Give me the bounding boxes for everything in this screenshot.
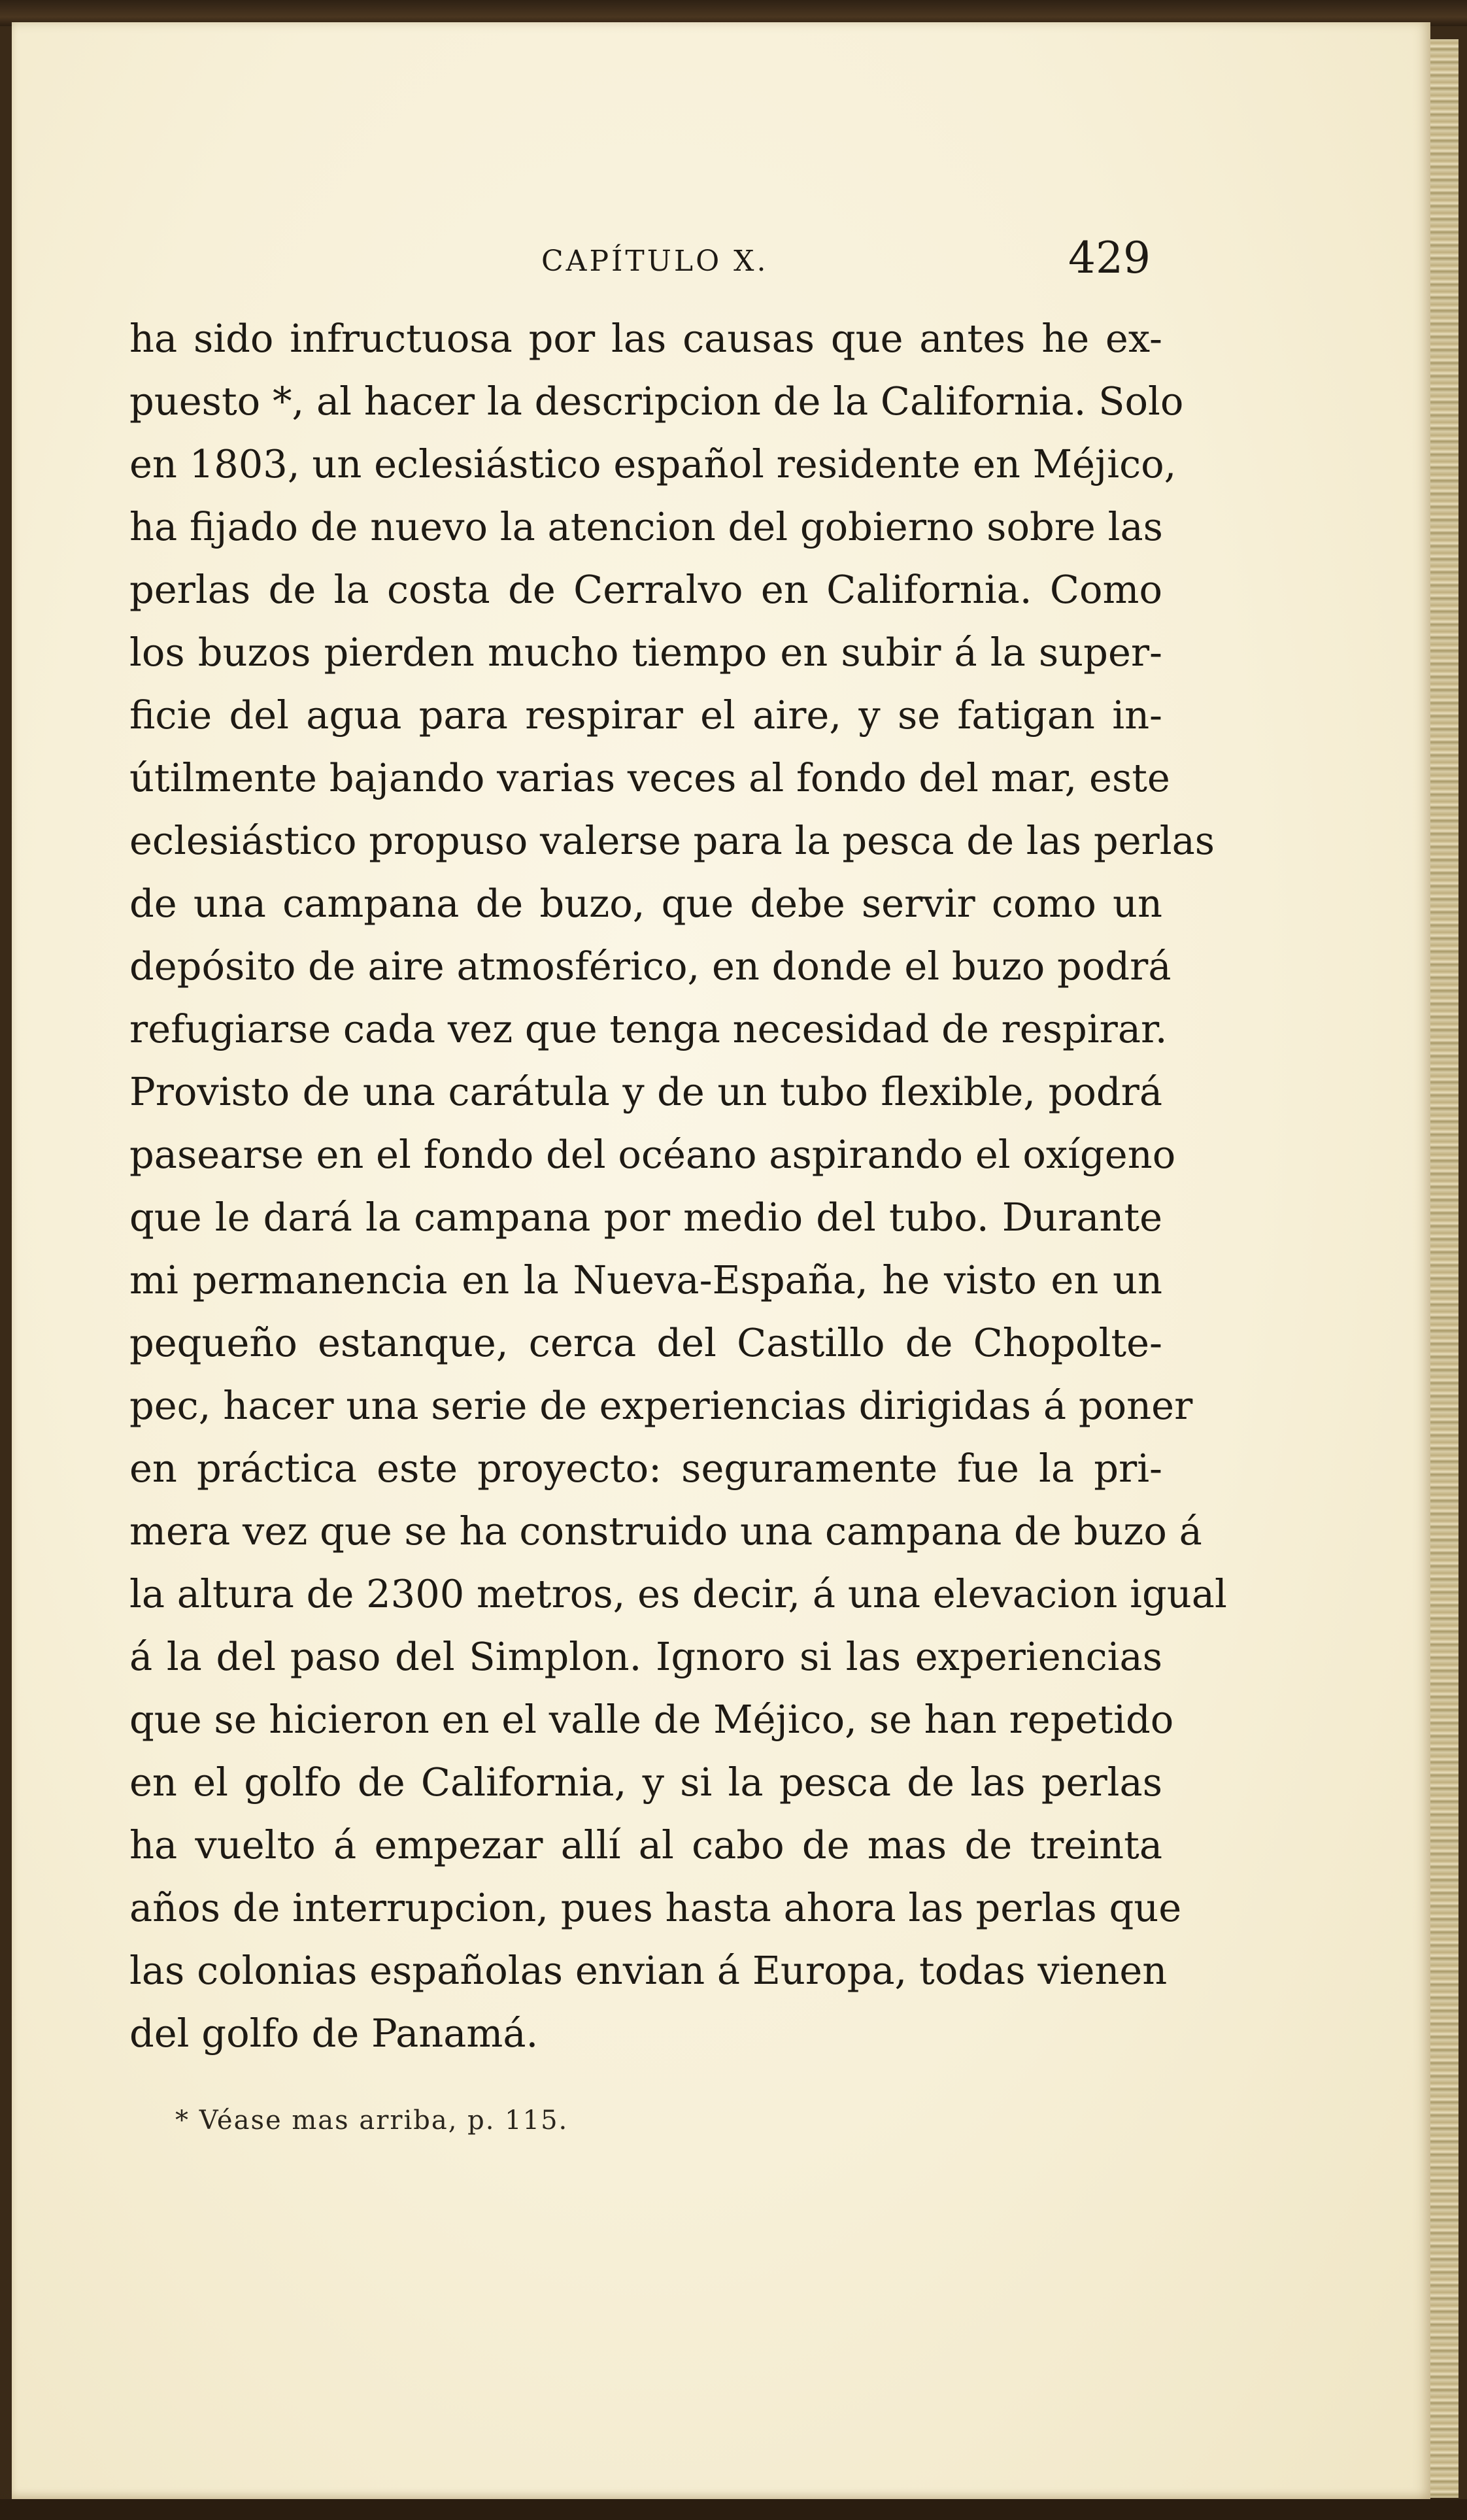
text-line: que le dará la campana por medio del tubo. Durante: [129, 1195, 1162, 1240]
text-line: pasearse en el fondo del océano aspirando el oxígeno: [129, 1132, 1176, 1177]
text-line: Provisto de una carátula y de un tubo flexible, podrá: [129, 1069, 1162, 1114]
text-line: los buzos pierden mucho tiempo en subir á la super-: [129, 630, 1162, 675]
text-line: eclesiástico propuso valerse para la pesca de las perlas: [129, 818, 1215, 863]
text-line: que se hicieron en el valle de Méjico, se han repetido: [129, 1697, 1174, 1742]
text-line: en 1803, un eclesiástico español residente en Méjico,: [129, 441, 1177, 486]
text-line-last: del golfo de Panamá.: [129, 2011, 539, 2056]
text-line: las colonias españolas envian á Europa, todas vienen: [129, 1948, 1168, 1993]
text-line: años de interrupcion, pues hasta ahora las perlas que: [129, 1885, 1182, 1930]
text-line: refugiarse cada vez que tenga necesidad de respirar.: [129, 1006, 1168, 1051]
text-line: pec, hacer una serie de experiencias dirigidas á poner: [129, 1383, 1193, 1428]
text-line: ficie del agua para respirar el aire, y se fatigan in-: [129, 692, 1162, 738]
text-line: perlas de la costa de Cerralvo en California. Como: [129, 567, 1162, 612]
text-line: puesto *, al hacer la descripcion de la California. Solo: [129, 379, 1184, 424]
text-line: en práctica este proyecto: seguramente fue la pri-: [129, 1446, 1162, 1491]
text-line: ha vuelto á empezar allí al cabo de mas de treinta: [129, 1822, 1162, 1867]
text-line: mi permanencia en la Nueva-España, he visto en un: [129, 1257, 1162, 1303]
text-line: la altura de 2300 metros, es decir, á una elevacion igual: [129, 1571, 1227, 1616]
text-line: útilmente bajando varias veces al fondo del mar, este: [129, 755, 1170, 800]
text-line: en el golfo de California, y si la pesca de las perlas: [129, 1760, 1162, 1805]
text-line: depósito de aire atmosférico, en donde el buzo podrá: [129, 944, 1172, 989]
body-paragraph: [129, 307, 1227, 2065]
page-header: [131, 233, 1151, 298]
scan-bottom-edge: [0, 2499, 1467, 2520]
running-head: CAPÍTULO X.: [541, 245, 769, 278]
text-line: á la del paso del Simplon. Ignoro si las experiencias: [129, 1634, 1162, 1679]
footnote: * Véase mas arriba, p. 115.: [175, 2105, 569, 2136]
text-line: ha sido infructuosa por las causas que antes he ex-: [129, 316, 1162, 361]
page-number: 429: [1068, 233, 1151, 283]
text-line: mera vez que se ha construido una campana de buzo á: [129, 1508, 1202, 1554]
text-line: de una campana de buzo, que debe servir como un: [129, 881, 1162, 926]
text-line: pequeño estanque, cerca del Castillo de Chopolte-: [129, 1320, 1162, 1365]
text-line: ha fijado de nuevo la atencion del gobierno sobre las: [129, 504, 1163, 549]
